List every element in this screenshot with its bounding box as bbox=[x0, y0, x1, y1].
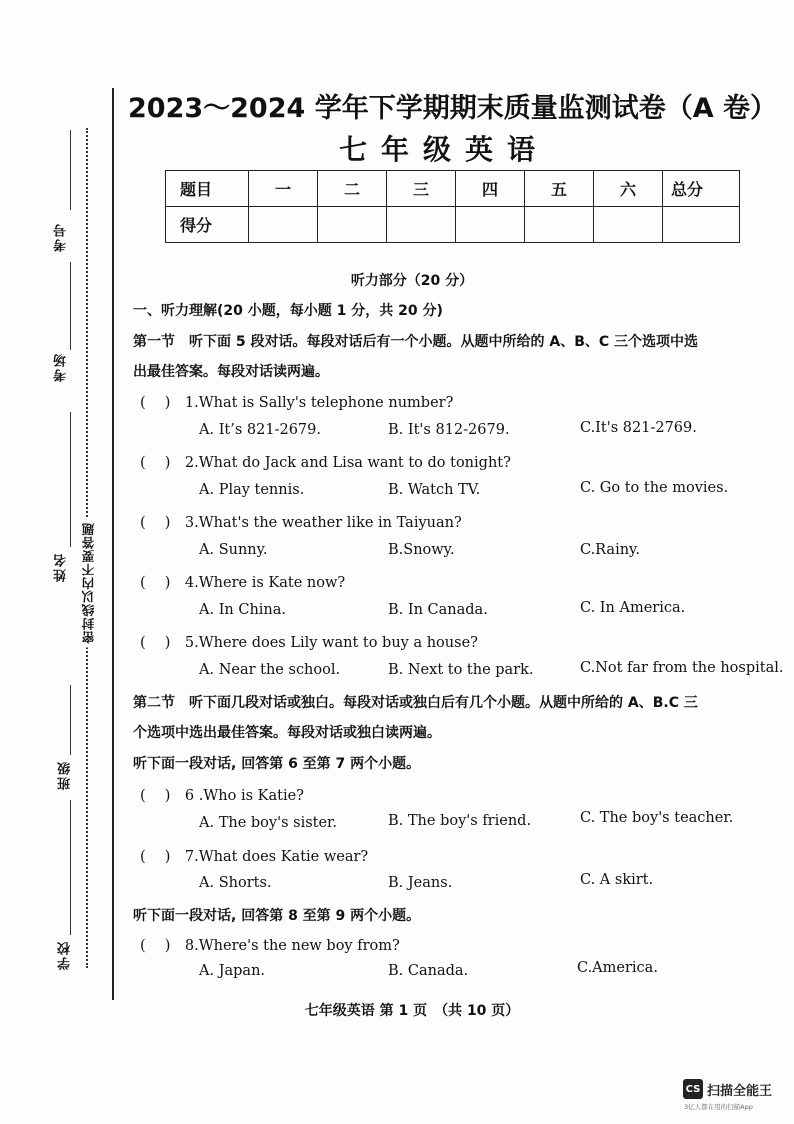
column-header: 六 bbox=[594, 171, 663, 207]
column-header: 总分 bbox=[663, 171, 740, 207]
option-b: B. Next to the park. bbox=[388, 662, 534, 678]
exam-no-label: 考号 bbox=[54, 222, 69, 252]
question-stem: ( ) 5.Where does Lily want to buy a house? bbox=[140, 635, 478, 651]
class-line bbox=[70, 685, 71, 755]
score-cell[interactable] bbox=[456, 207, 525, 243]
question-stem: ( ) 4.Where is Kate now? bbox=[140, 575, 346, 591]
column-header: 三 bbox=[387, 171, 456, 207]
option-c: C.Not far from the hospital. bbox=[580, 660, 784, 676]
option-a: A. Near the school. bbox=[199, 662, 341, 678]
option-c: C. In America. bbox=[580, 600, 686, 616]
exam-title: 2023～2024 学年下学期期末质量监测试卷（A 卷） bbox=[128, 93, 777, 124]
page-footer: 七年级英语 第 1 页 （共 10 页） bbox=[304, 1003, 520, 1019]
option-b: B. Jeans. bbox=[388, 875, 453, 891]
exam-room-label: 考场 bbox=[54, 352, 69, 382]
exam-subtitle: 七年级英语 bbox=[339, 133, 550, 166]
option-a: A. Play tennis. bbox=[199, 482, 305, 498]
seal-note: 密封线以内不要答题 bbox=[80, 518, 98, 648]
option-c: C.Rainy. bbox=[580, 542, 640, 558]
option-c: C. The boy's teacher. bbox=[580, 810, 734, 826]
dialogue-instruction: 听下面一段对话, 回答第 8 至第 9 两个小题。 bbox=[133, 908, 421, 924]
option-b: B. It's 812-2679. bbox=[388, 422, 510, 438]
option-a: A. The boy's sister. bbox=[199, 815, 338, 831]
scanner-tagline: 3亿人都在用的扫描App bbox=[684, 1103, 753, 1111]
option-b: B. In Canada. bbox=[388, 602, 488, 618]
name-label: 姓名 bbox=[54, 552, 69, 582]
option-c: C.It's 821-2769. bbox=[580, 420, 697, 436]
sub-section-2-instruction: 第二节 听下面几段对话或独白。每段对话或独白后有几个小题。从题中所给的 A、B.C 三 bbox=[133, 695, 698, 711]
column-header: 一 bbox=[249, 171, 318, 207]
sub-section-1-instruction: 第一节 听下面 5 段对话。每段对话后有一个小题。从题中所给的 A、B、C 三个选项中选 bbox=[133, 334, 699, 350]
question-stem: ( ) 3.What's the weather like in Taiyuan? bbox=[140, 515, 462, 531]
row-label-cell: 题目 bbox=[166, 171, 249, 207]
score-cell[interactable] bbox=[387, 207, 456, 243]
sub-section-2-instruction-cont: 个选项中选出最佳答案。每段对话或独白读两遍。 bbox=[133, 725, 441, 741]
score-cell[interactable] bbox=[594, 207, 663, 243]
column-header: 四 bbox=[456, 171, 525, 207]
class-label: 班级 bbox=[58, 760, 73, 790]
option-a: A. Shorts. bbox=[199, 875, 272, 891]
option-b: B. The boy's friend. bbox=[388, 813, 532, 829]
question-stem: ( ) 8.Where's the new boy from? bbox=[140, 938, 400, 954]
question-stem: ( ) 7.What does Katie wear? bbox=[140, 849, 369, 865]
dialogue-instruction: 听下面一段对话, 回答第 6 至第 7 两个小题。 bbox=[133, 756, 421, 772]
question-stem: ( ) 2.What do Jack and Lisa want to do tonight? bbox=[140, 455, 511, 471]
score-cell[interactable] bbox=[663, 207, 740, 243]
option-c: C. A skirt. bbox=[580, 872, 654, 888]
section-heading: 一、听力理解(20 小题，每小题 1 分，共 20 分) bbox=[133, 303, 443, 319]
scanner-watermark bbox=[683, 1079, 772, 1099]
option-c: C.America. bbox=[577, 960, 658, 976]
binding-line bbox=[112, 88, 114, 1000]
score-cell[interactable] bbox=[318, 207, 387, 243]
option-a: A. It’s 821-2679. bbox=[199, 422, 321, 438]
score-cell[interactable] bbox=[525, 207, 594, 243]
name-line bbox=[70, 412, 71, 547]
score-label-cell: 得分 bbox=[166, 207, 249, 243]
column-header: 五 bbox=[525, 171, 594, 207]
scanner-logo-icon: CS bbox=[683, 1079, 703, 1099]
sub-section-1-instruction-cont: 出最佳答案。每段对话读两遍。 bbox=[133, 364, 329, 380]
score-cell[interactable] bbox=[249, 207, 318, 243]
score-table-header-row bbox=[166, 171, 740, 207]
option-c: C. Go to the movies. bbox=[580, 480, 729, 496]
scanner-app-name: 扫描全能王 bbox=[707, 1083, 773, 1099]
option-a: A. In China. bbox=[199, 602, 287, 618]
option-b: B.Snowy. bbox=[388, 542, 455, 558]
school-line bbox=[70, 800, 71, 935]
option-a: A. Japan. bbox=[199, 963, 266, 979]
score-table bbox=[165, 170, 740, 243]
option-b: B. Canada. bbox=[388, 963, 469, 979]
question-stem: ( ) 1.What is Sally's telephone number? bbox=[140, 395, 454, 411]
question-stem: ( ) 6 .Who is Katie? bbox=[140, 788, 304, 804]
option-b: B. Watch TV. bbox=[388, 482, 481, 498]
school-label: 学校 bbox=[58, 940, 73, 970]
part-title: 听力部分（20 分） bbox=[350, 273, 474, 289]
score-table-score-row bbox=[166, 207, 740, 243]
column-header: 二 bbox=[318, 171, 387, 207]
option-a: A. Sunny. bbox=[199, 542, 268, 558]
